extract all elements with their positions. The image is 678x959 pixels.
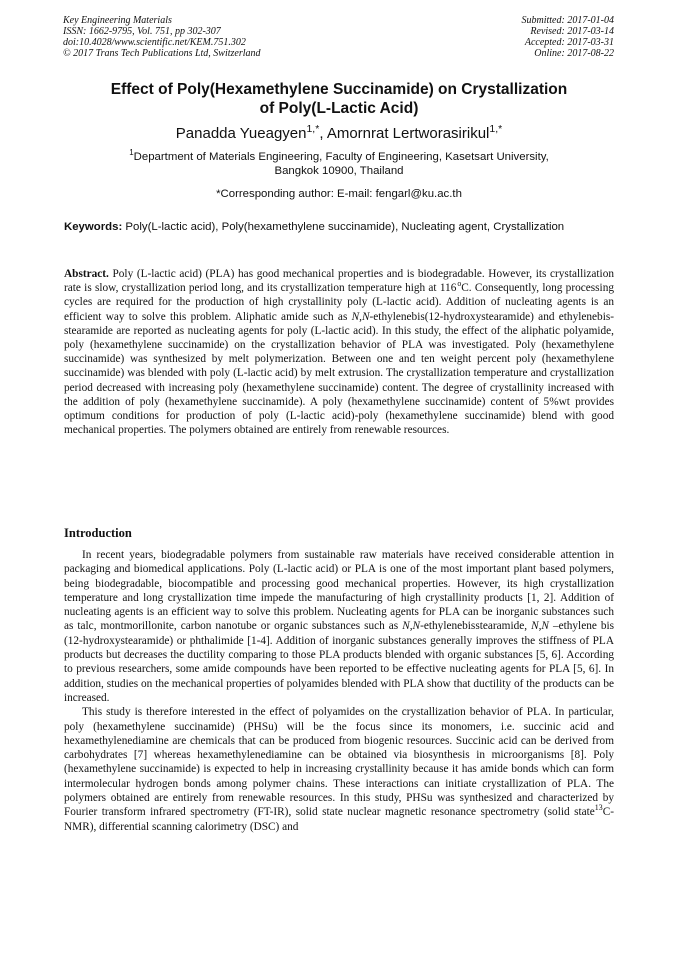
paragraph-text: This study is therefore interested in the effect of polyamides on the crystallization behavior of PLA. In particular, poly (hexamethylene succinamide) (PHSu) will be the focus since its monomers, i.e. succinic acid and hexamethylenediamine are chemicals that can be produced from biogenic resources. Succinic acid can be derived from carbohydrates [7] whereas hexamethylenediamine can be obtained via biosynthesis in microorganisms [8]. Poly (hexamethylene succinamide) is expected to help in increasing crystallinity because it has amide bonds which can form intermolecular hydrogen bonds among polymer chains. These interactions can initiate crystallization of PLA. The polymers obtained are entirely from renewable resources. In this study, PHSu was synthesized and characterized by Fourier transform infrared spectrometry (FT-IR), solid state nuclear magnetic resonance spectrometry (solid state <box>64 706 614 819</box>
paragraph <box>64 548 614 705</box>
abstract-text: Poly (L-lactic acid) (PLA) has good mechanical properties and is biodegradable. However, its crystallization rate is slow, crystallization period long, and its crystallization temperature high at 116 <box>64 268 614 295</box>
paragraph-text: –ethylene bis (12-hydroxystearamide) or phthalimide [1-4]. Addition of inorganic substances generally improves the stiffness of PLA products but decreases the ductility comparing to those PLA products blended with organic substances [5, 6]. According to previous researchers, some amide compounds have been reported to be effective nucleating agents for PLA [5, 6]. In addition, studies on the mechanical properties of polyamides blended with PLA show that ductility of the products can be increased. <box>64 620 615 704</box>
introduction-body <box>64 548 614 834</box>
corresponding-author: *Corresponding author: E-mail: fengarl@ku.ac.th <box>216 188 462 200</box>
author-list <box>64 125 614 143</box>
abstract <box>64 267 614 437</box>
isotope-superscript: 13 <box>594 803 603 813</box>
paper-title <box>64 80 614 118</box>
abstract-label: Abstract. <box>64 268 109 280</box>
date-revised: Revised: 2017-03-14 <box>530 26 614 37</box>
date-accepted: Accepted: 2017-03-31 <box>524 37 614 48</box>
journal-doi[interactable]: doi:10.4028/www.scientific.net/KEM.751.302 <box>63 37 246 48</box>
date-online: Online: 2017-08-22 <box>534 48 614 59</box>
paragraph <box>64 705 614 834</box>
title-line-1: Effect of Poly(Hexamethylene Succinamide) on Crystallization <box>110 81 568 98</box>
author-name: Panadda Yueagyen <box>175 125 307 142</box>
author-separator: , <box>319 125 327 142</box>
journal-copyright: © 2017 Trans Tech Publications Ltd, Switzerland <box>63 48 261 59</box>
author-affiliation-mark: 1,* <box>489 123 503 135</box>
title-line-2: of Poly(L-Lactic Acid) <box>259 100 419 117</box>
affiliation-line-1: Department of Materials Engineering, Faculty of Engineering, Kasetsart University, <box>133 151 549 163</box>
publication-dates <box>522 15 615 59</box>
abstract-text: -ethylenebis(12-hydroxystearamide) and ethylenebis-stearamide are reported as nucleating agents for poly (L-lactic acid). In this study, the effect of the aliphatic polyamide, poly (hexamethylene succinamide) on the crystallization behavior of PLA was investigated. Poly (hexamethylene succinamide) was synthesized by melt polymerization. Between one and ten weight percent poly (hexamethylene succinamide) was blended with poly (L-lactic acid) by melt extrusion. The crystallization temperature and crystallization period decreased with increasing poly (hexamethylene succinamide) content. The degree of crystallinity increased with the addition of poly (hexamethylene succinamide). A poly (hexamethylene succinamide) content of 5%wt provides optimum conditions for production of poly (L-lactic acid)-poly (hexamethylene succinamide) blend with good mechanical properties. The polymers obtained are entirely from renewable resources. <box>64 310 614 437</box>
journal-info <box>63 15 261 59</box>
abstract-italic: N,N <box>351 310 370 323</box>
author-affiliation-mark: 1,* <box>306 123 320 135</box>
paragraph-text: In recent years, biodegradable polymers from sustainable raw materials have received considerable attention in packaging and biomedical applications. Poly (L-lactic acid) or PLA is one of the most important plant based polymers, being biodegradable, biocompatible and processing good mechanical properties. However, its high crystallization temperature and long crystallization time impede the manufacturing of high crystallinity products [1, 2]. Addition of nucleating agents is an efficient way to solve this problem. Nucleating agents for PLA can be inorganic substances such as talc, montmorillonite, carbon nanotube or organic substances such as <box>64 549 614 633</box>
paragraph-italic: N,N <box>531 620 549 633</box>
journal-name: Key Engineering Materials <box>63 15 172 26</box>
date-submitted: Submitted: 2017-01-04 <box>521 15 614 26</box>
degree-symbol: o <box>457 279 462 289</box>
affiliation <box>64 150 614 178</box>
keywords <box>64 220 614 235</box>
paragraph-text: -ethylenebisstearamide, <box>420 620 528 633</box>
keywords-text: Poly(L-lactic acid), Poly(hexamethylene succinamide), Nucleating agent, Crystallization <box>125 221 565 233</box>
journal-issn: ISSN: 1662-9795, Vol. 751, pp 302-307 <box>63 26 221 37</box>
paragraph-italic: N,N <box>402 620 421 633</box>
paragraph-text: C-NMR), differential scanning calorimetry (DSC) and <box>64 806 614 833</box>
affiliation-mark: 1 <box>129 148 134 158</box>
affiliation-line-2: Bangkok 10900, Thailand <box>274 165 404 177</box>
author-name: Amornrat Lertworasirikul <box>326 125 490 142</box>
keywords-label: Keywords: <box>64 221 123 233</box>
introduction-heading: Introduction <box>64 526 132 540</box>
abstract-text: C. Consequently, long processing cycles are required for the production of high crystallinity poly (L-lactic acid). Addition of nucleating agents is an efficient way to solve this problem. Aliphatic amide such as <box>64 282 614 323</box>
